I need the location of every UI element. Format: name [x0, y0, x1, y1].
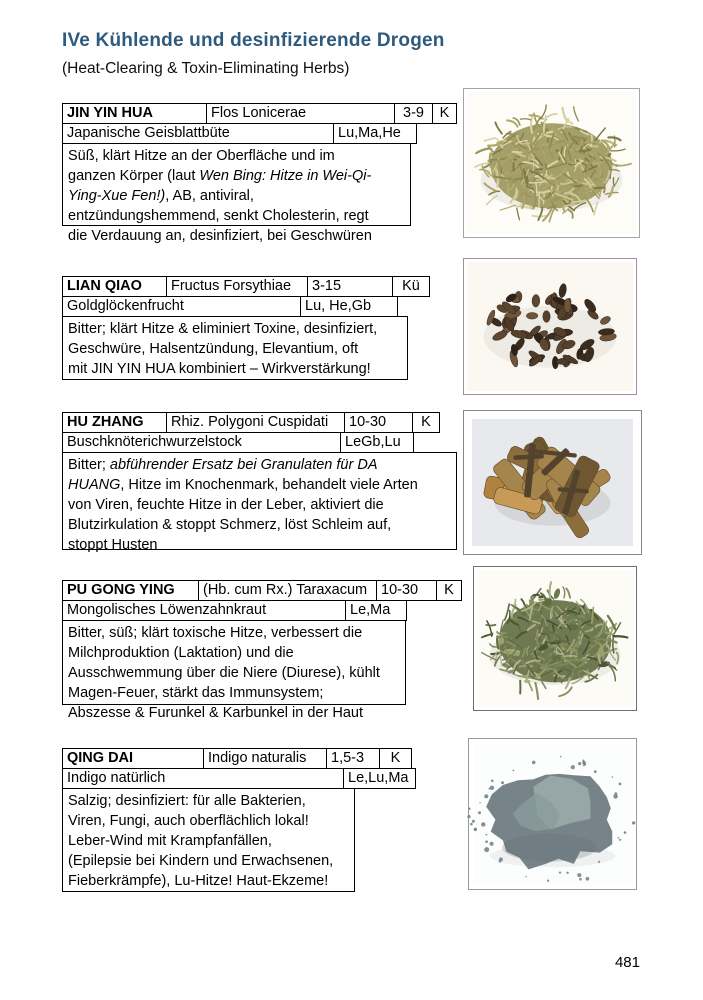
table-subheader-row — [62, 296, 430, 317]
latin-name-cell: Rhiz. Polygoni Cuspidati — [166, 412, 345, 433]
german-name-cell: Mongolisches Löwenzahnkraut — [62, 600, 346, 621]
german-name-cell: Japanische Geisblattbüte — [62, 123, 334, 144]
page-title: IVe Kühlende und desinfizierende Drogen — [62, 30, 445, 51]
description-cell: Bitter, süß; klärt toxische Hitze, verbessert die Milchproduktion (Laktation) und die Ausschwemmung über die Niere (Diurese), kühlt Magen-Feuer, stärkt das Immunsystem; Abszesse & Furunkel & Karbunkel in der Haut — [62, 620, 406, 705]
table-subheader-row — [62, 123, 457, 144]
herb-photo-pu-gong-ying — [473, 566, 637, 711]
description-cell: Bitter; klärt Hitze & eliminiert Toxine, desinfiziert, Geschwüre, Halsentzündung, Elevantium, oft mit JIN YIN HUA kombiniert – Wirkverstärkung! — [62, 316, 408, 380]
german-name-cell: Buschknöterichwurzelstock — [62, 432, 341, 453]
dose-cell: 10-30 — [376, 580, 437, 601]
element-cell: K — [432, 103, 457, 124]
herb-name-cell: JIN YIN HUA — [62, 103, 207, 124]
latin-name-cell: Flos Lonicerae — [206, 103, 395, 124]
herb-entry-lian-qiao — [62, 276, 430, 380]
latin-name-cell: (Hb. cum Rx.) Taraxacum — [198, 580, 377, 601]
herb-entry-pu-gong-ying — [62, 580, 462, 721]
dose-cell: 10-30 — [344, 412, 413, 433]
herb-name-cell: LIAN QIAO — [62, 276, 167, 297]
herb-name-cell: QING DAI — [62, 748, 204, 769]
powder-illustration — [474, 744, 631, 884]
element-cell: K — [379, 748, 412, 769]
herb-entry-jin-yin-hua — [62, 103, 457, 244]
organs-cell: Le,Lu,Ma — [343, 768, 416, 789]
description-cell: Salzig; desinfiziert: für alle Bakterien, Viren, Fungi, auch oberflächlich lokal! Leber-Wind mit Krampfanfällen, (Epilepsie bei Kindern und Erwachsenen, Fieberkrämpfe), Lu-Hitze! Haut-Ekzeme! — [62, 788, 355, 892]
table-header-row — [62, 276, 430, 297]
dose-cell: 1,5-3 — [326, 748, 380, 769]
element-cell: K — [436, 580, 462, 601]
page-number: 481 — [614, 954, 640, 971]
herb-photo-jin-yin-hua — [463, 88, 640, 238]
herb-photo-lian-qiao — [463, 258, 637, 395]
table-header-row — [62, 748, 416, 769]
page-subtitle: (Heat-Clearing & Toxin-Eliminating Herbs) — [62, 60, 350, 77]
description-cell: Bitter; abführender Ersatz bei Granulaten für DA HUANG, Hitze im Knochenmark, behandelt viele Arten von Viren, feuchte Hitze in der Leber, aktiviert die Blutzirkulation & stoppt Schmerz, löst Schleim auf, stoppt Husten — [62, 452, 457, 550]
table-subheader-row — [62, 600, 462, 621]
dose-cell: 3-9 — [394, 103, 433, 124]
element-cell: K — [412, 412, 440, 433]
latin-name-cell: Fructus Forsythiae — [166, 276, 308, 297]
german-name-cell: Goldglöckenfrucht — [62, 296, 301, 317]
herb-entry-hu-zhang — [62, 412, 457, 553]
herb-name-cell: HU ZHANG — [62, 412, 167, 433]
element-cell: Kü — [392, 276, 430, 297]
table-subheader-row — [62, 432, 457, 453]
dose-cell: 3-15 — [307, 276, 393, 297]
latin-name-cell: Indigo naturalis — [203, 748, 327, 769]
organs-cell: Lu, He,Gb — [300, 296, 398, 317]
herb-entry-qing-dai — [62, 748, 416, 892]
herb-photo-qing-dai — [468, 738, 637, 890]
table-header-row — [62, 103, 457, 124]
herb-photo-hu-zhang — [463, 410, 642, 555]
dried-herb-illustration — [477, 570, 633, 707]
german-name-cell: Indigo natürlich — [62, 768, 344, 789]
table-header-row — [62, 412, 457, 433]
description-cell: Süß, klärt Hitze an der Oberfläche und im ganzen Körper (laut Wen Bing: Hitze in Wei-Qi- Ying-Xue Fen!), AB, antiviral, entzündungshemmend, senkt Cholesterin, regt die Verdauung an, desinfiziert, bei Geschwüren — [62, 143, 411, 226]
table-header-row — [62, 580, 462, 601]
table-subheader-row — [62, 768, 416, 789]
root-pieces-illustration — [472, 419, 633, 546]
organs-cell: Le,Ma — [345, 600, 407, 621]
organs-cell: LeGb,Lu — [340, 432, 414, 453]
organs-cell: Lu,Ma,He — [333, 123, 417, 144]
dried-fruits-illustration — [467, 262, 633, 391]
herb-name-cell: PU GONG YING — [62, 580, 199, 601]
dried-flowers-illustration — [467, 92, 636, 234]
